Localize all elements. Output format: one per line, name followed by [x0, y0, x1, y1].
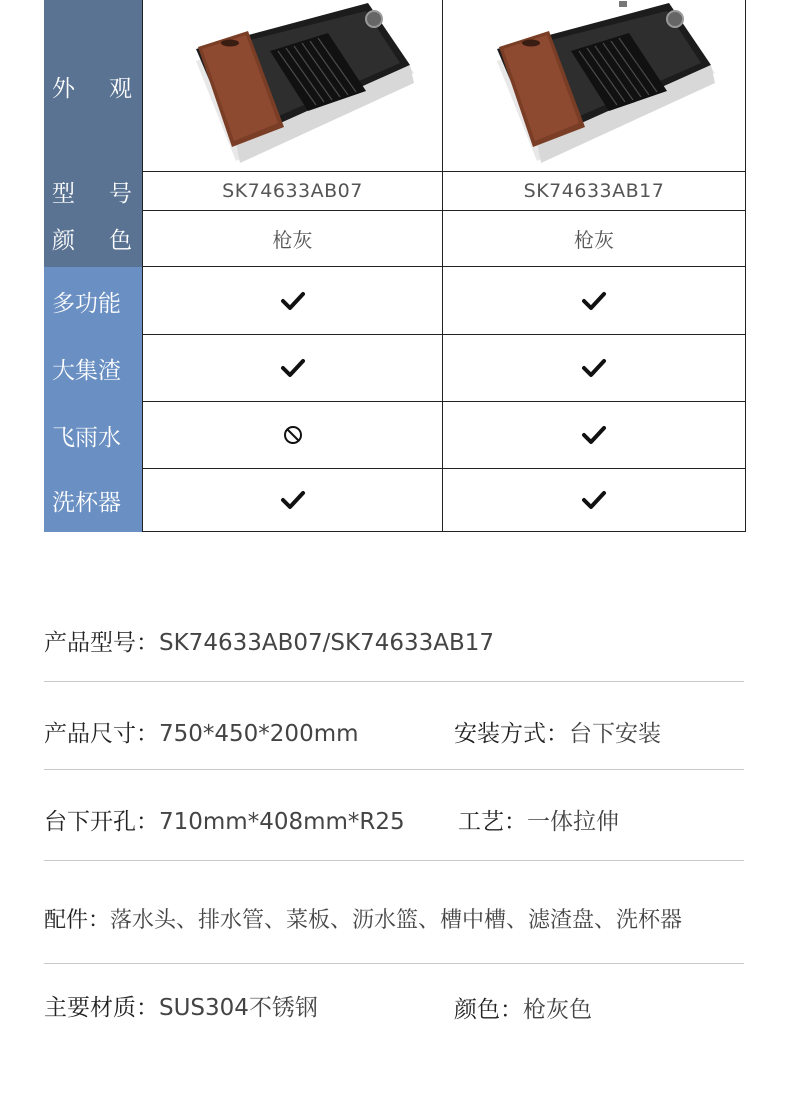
- not-available-icon: [283, 425, 303, 445]
- row-header-label: 多功能: [52, 290, 121, 317]
- spec-value: 710mm*408mm*R25: [159, 809, 405, 835]
- spec-product-model: [44, 624, 494, 657]
- row-header-char: 型: [52, 180, 75, 207]
- feature-cell: [443, 335, 746, 402]
- spec-label: 工艺：: [458, 809, 527, 835]
- check-icon: [581, 424, 607, 446]
- feature-cell: [443, 402, 746, 469]
- comparison-table: [44, 0, 746, 532]
- spec-value: SK74633AB07/SK74633AB17: [159, 630, 495, 656]
- row-header-label: 飞雨水: [52, 425, 121, 451]
- row-header-char: 颜: [52, 228, 75, 254]
- spec-accessories: [44, 903, 682, 934]
- row-header-big-collector: [44, 335, 142, 402]
- check-icon: [581, 489, 607, 511]
- row-header-appearance: [44, 0, 142, 172]
- spec-label: 安装方式：: [454, 721, 569, 747]
- feature-cell: [142, 402, 443, 469]
- color-cell-1: [142, 211, 443, 267]
- model-value: SK74633AB17: [523, 180, 665, 202]
- row-header-char: 色: [109, 228, 132, 254]
- spec-value: 一体拉伸: [527, 809, 619, 835]
- spec-label: 产品型号：: [44, 630, 159, 656]
- feature-cell: [443, 267, 746, 335]
- spec-craft: [458, 803, 619, 836]
- check-icon: [581, 290, 607, 312]
- sink-image-ab17: [469, 1, 719, 171]
- color-value: 枪灰: [272, 228, 313, 252]
- row-header-label: 大集渣: [52, 358, 121, 384]
- row-header-multifunction: [44, 267, 142, 335]
- divider: [44, 769, 744, 770]
- divider: [44, 963, 744, 964]
- spec-color: [454, 991, 592, 1024]
- row-header-char: 外: [52, 75, 75, 102]
- spec-value: 落水头、排水管、菜板、沥水篮、槽中槽、滤渣盘、洗杯器: [110, 908, 683, 933]
- color-value: 枪灰: [574, 228, 614, 252]
- row-header-rain-water: [44, 402, 142, 469]
- divider: [44, 681, 744, 682]
- spec-label: 产品尺寸：: [44, 721, 159, 747]
- model-value: SK74633AB07: [222, 180, 363, 202]
- spec-install-method: [454, 715, 661, 748]
- spec-product-size: [44, 715, 359, 748]
- check-icon: [581, 357, 607, 379]
- spec-label: 配件：: [44, 908, 111, 933]
- feature-cell: [142, 335, 443, 402]
- feature-cell: [142, 469, 443, 532]
- row-header-char: 观: [109, 75, 132, 102]
- spec-value: 枪灰色: [523, 997, 592, 1023]
- product-image-cell-1: [142, 0, 443, 172]
- spec-material: [44, 989, 318, 1022]
- spec-value: 台下安装: [569, 721, 661, 747]
- spec-value: 750*450*200mm: [159, 721, 359, 747]
- row-header-color: [44, 210, 142, 267]
- row-header-label: 洗杯器: [52, 490, 121, 516]
- feature-cell: [142, 267, 443, 335]
- check-icon: [280, 290, 306, 312]
- row-header-cup-washer: [44, 469, 142, 532]
- check-icon: [280, 489, 306, 511]
- row-header-char: 号: [109, 180, 132, 207]
- sink-image-ab07: [168, 1, 418, 171]
- product-image-cell-2: [443, 0, 746, 172]
- row-header-model: [44, 172, 142, 210]
- spec-label: 台下开孔：: [44, 809, 159, 835]
- check-icon: [280, 357, 306, 379]
- spec-value: SUS304不锈钢: [159, 995, 318, 1021]
- model-cell-1: [142, 171, 443, 211]
- spec-label: 主要材质：: [44, 995, 159, 1021]
- feature-cell: [443, 469, 746, 532]
- model-cell-2: [443, 171, 746, 211]
- spec-cutout: [44, 803, 405, 836]
- spec-label: 颜色：: [454, 997, 523, 1023]
- color-cell-2: [443, 211, 746, 267]
- divider: [44, 860, 744, 861]
